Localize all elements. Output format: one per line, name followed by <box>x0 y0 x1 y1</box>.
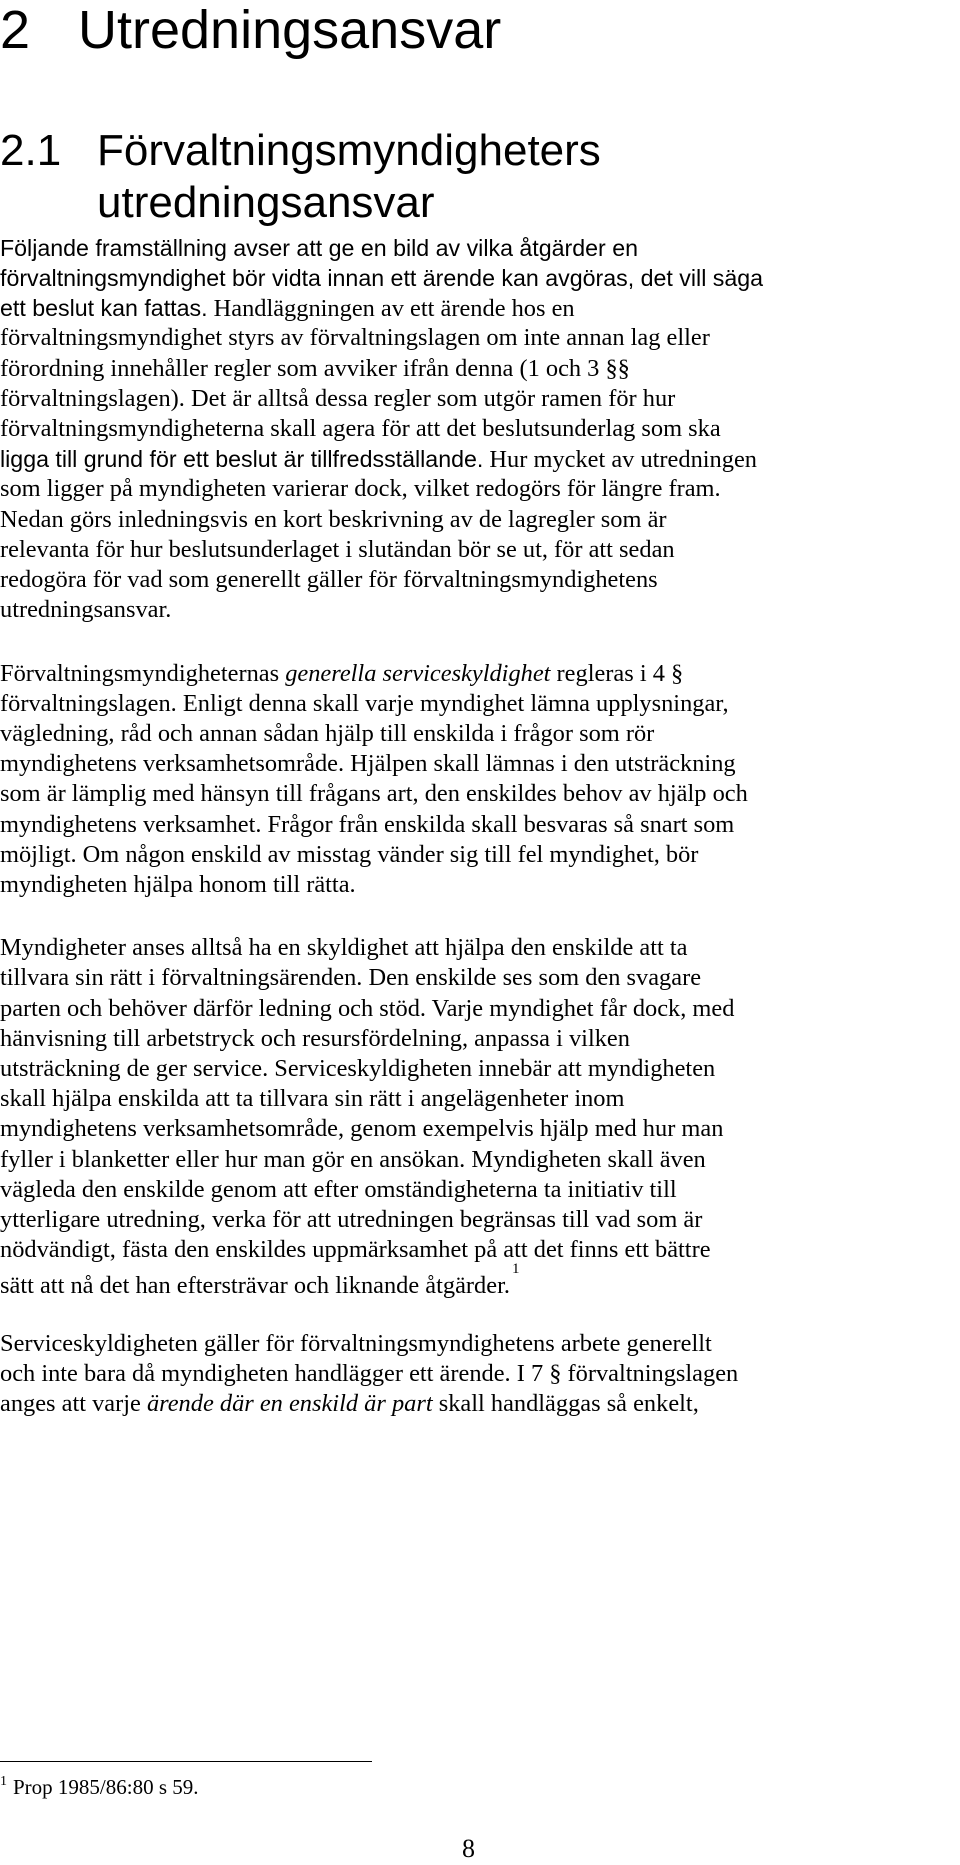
heading-2 <box>0 125 797 229</box>
text-line: vägleda den enskilde genom att efter omständigheterna ta initiativ till <box>0 1176 677 1203</box>
footnote-text: Prop 1985/86:80 s 59. <box>13 1775 199 1799</box>
page-number: 8 <box>462 1834 475 1863</box>
text-line: myndighetens verksamhetsområde. Hjälpen skall lämnas i den utsträckning <box>0 750 736 777</box>
text-line: och inte bara då myndigheten handlägger ett ärende. I 7 § förvaltningslagen <box>0 1360 739 1387</box>
text-line: Förvaltningsmyndigheternas generella serviceskyldighet regleras i 4 § <box>0 660 684 687</box>
heading-1-title: Utredningsansvar <box>78 0 502 60</box>
text-line: ligga till grund för ett beslut är tillfredsställande. Hur mycket av utredningen <box>0 446 757 473</box>
footnote-number: 1 <box>0 1774 7 1789</box>
text-line: relevanta för hur beslutsunderlaget i slutändan bör se ut, för att sedan <box>0 536 675 563</box>
text-line: förvaltningslagen). Det är alltså dessa regler som utgör ramen för hur <box>0 385 676 412</box>
text-line: myndighetens verksamhet. Frågor från enskilda skall besvaras så snart som <box>0 811 735 838</box>
text-line: förvaltningsmyndighet styrs av förvaltningslagen om inte annan lag eller <box>0 324 710 351</box>
text-line: tillvara sin rätt i förvaltningsärenden. Den enskilde ses som den svagare <box>0 964 702 991</box>
heading-1-number: 2 <box>0 0 31 60</box>
text-line: skall hjälpa enskilda att ta tillvara sin rätt i angelägenheter inom <box>0 1085 625 1112</box>
text-line: förordning innehåller regler som avviker ifrån denna (1 och 3 §§ <box>0 355 630 382</box>
text-line: Följande framställning avser att ge en bild av vilka åtgärder en <box>0 235 639 261</box>
text-line: myndighetens verksamhetsområde, genom exempelvis hjälp med hur man <box>0 1115 724 1142</box>
text-line: sätt att nå det han eftersträvar och liknande åtgärder.$^1$ <box>0 1261 520 1300</box>
footnote-reference[interactable]: 1 <box>511 1261 520 1277</box>
text-line: förvaltningsmyndighet bör vidta innan ett ärende kan avgöras, det vill säga <box>0 265 764 291</box>
text-line: anges att varje ärende där en enskild är part skall handläggas så enkelt, <box>0 1390 699 1417</box>
text-line: utsträckning de ger service. Serviceskyldigheten innebär att myndigheten <box>0 1055 716 1082</box>
text-line: möjligt. Om någon enskild av misstag vänder sig till fel myndighet, bör <box>0 841 699 868</box>
text-line: förvaltningsmyndigheterna skall agera för att det beslutsunderlag som ska <box>0 415 721 442</box>
text-line: utredningsansvar. <box>0 596 172 623</box>
text-line: nödvändigt, fästa den enskildes uppmärksamhet på att det finns ett bättre <box>0 1236 711 1263</box>
text-line: ett beslut kan fattas. Handläggningen av ett ärende hos en <box>0 295 575 322</box>
emphasis: generella serviceskyldighet <box>285 660 551 687</box>
text-line: som är lämplig med hänsyn till frågans art, den enskildes behov av hjälp och <box>0 780 748 807</box>
text-line: Nedan görs inledningsvis en kort beskrivning av de lagregler som är <box>0 506 667 533</box>
heading-2-number: 2.1 <box>0 126 62 175</box>
text-line: förvaltningslagen. Enligt denna skall varje myndighet lämna upplysningar, <box>0 690 729 717</box>
text-line: ytterligare utredning, verka för att utredningen begränsas till vad som är <box>0 1206 703 1233</box>
footnote-separator <box>0 1761 372 1762</box>
heading-2-title: Förvaltningsmyndigheters utredningsansvar <box>97 126 601 227</box>
text-line: fyller i blanketter eller hur man gör en ansökan. Myndigheten skall även <box>0 1146 706 1173</box>
text-line: Myndigheter anses alltså ha en skyldighet att hjälpa den enskilde att ta <box>0 934 688 961</box>
footnote <box>0 1774 199 1804</box>
text-line: parten och behöver därför ledning och stöd. Varje myndighet får dock, med <box>0 995 735 1022</box>
text-line: vägledning, råd och annan sådan hjälp till enskilda i frågor som rör <box>0 720 655 747</box>
text-line: hänvisning till arbetstryck och resursfördelning, anpassa i vilken <box>0 1025 630 1052</box>
emphasis: ärende där en enskild är part <box>146 1390 433 1417</box>
text-line: Serviceskyldigheten gäller för förvaltningsmyndighetens arbete generellt <box>0 1330 712 1357</box>
text-line: redogöra för vad som generellt gäller för förvaltningsmyndighetens <box>0 566 658 593</box>
text-line: myndigheten hjälpa honom till rätta. <box>0 871 356 898</box>
heading-1 <box>0 0 501 60</box>
text-line: som ligger på myndigheten varierar dock, vilket redogörs för längre fram. <box>0 475 721 502</box>
